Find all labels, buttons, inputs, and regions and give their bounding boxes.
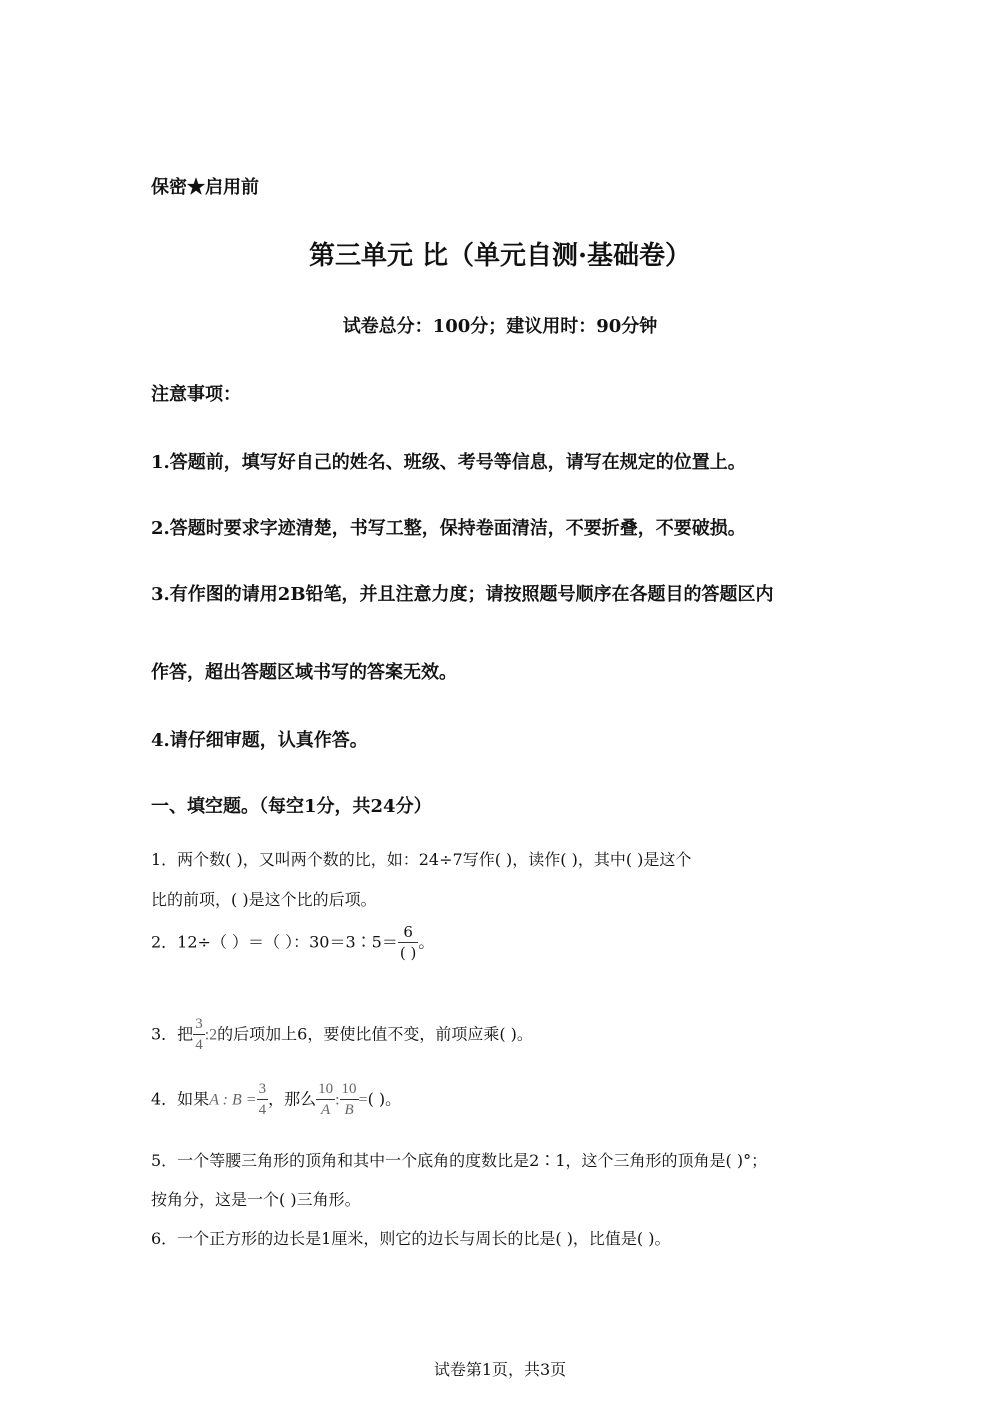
question-4-frac3-den: B bbox=[340, 1099, 359, 1118]
notice-heading: 注意事项： bbox=[151, 384, 241, 405]
question-4-equals: = bbox=[358, 1091, 368, 1109]
notice-item-3-cont: 作答，超出答题区域书写的答案无效。 bbox=[151, 662, 457, 683]
question-5-line-2: 按角分，这是一个( )三角形。 bbox=[151, 1190, 361, 1209]
question-4-text: 4．如果 bbox=[151, 1089, 210, 1109]
question-6: 6．一个正方形的边长是1厘米，则它的边长与周长的比是( )，比值是( )。 bbox=[151, 1229, 671, 1248]
question-4-fraction-3 bbox=[340, 1082, 359, 1118]
question-3-tail: 的后项加上6，要使比值不变，前项应乘( )。 bbox=[217, 1024, 533, 1044]
question-4-frac1-den: 4 bbox=[257, 1099, 269, 1118]
question-4-frac3-num: 10 bbox=[341, 1081, 357, 1097]
notice-item-3: 3.有作图的请用2B铅笔，并且注意力度；请按照题号顺序在各题目的答题区内 bbox=[151, 584, 774, 605]
question-4-frac2-den: A bbox=[316, 1099, 335, 1118]
exam-subtitle: 试卷总分：100分；建议用时：90分钟 bbox=[342, 316, 658, 337]
question-2-fraction bbox=[398, 925, 418, 961]
exam-title: 第三单元 比（单元自测·基础卷） bbox=[308, 241, 692, 271]
question-4-tail: ( )。 bbox=[367, 1089, 402, 1109]
confidential-label: 保密★启用前 bbox=[151, 177, 259, 198]
question-3-frac-num: 3 bbox=[195, 1016, 203, 1032]
question-4 bbox=[151, 1082, 401, 1118]
notice-item-1: 1.答题前，填写好自己的姓名、班级、考号等信息，请写在规定的位置上。 bbox=[151, 452, 746, 473]
question-2-text: 2．12÷（ ）＝（ ）：30＝3∶5＝ bbox=[151, 932, 398, 952]
question-2-tail: 。 bbox=[418, 932, 435, 952]
page-footer: 试卷第1页，共3页 bbox=[433, 1360, 567, 1379]
question-3-ratio: :2 bbox=[204, 1026, 218, 1044]
question-4-ratio-expr: A : B = bbox=[209, 1091, 257, 1109]
question-3 bbox=[151, 1017, 533, 1053]
question-1-line-1: 1．两个数( )，又叫两个数的比，如：24÷7写作( )，读作( )，其中( )是这个 bbox=[151, 850, 692, 869]
question-3-text: 3．把 bbox=[151, 1024, 194, 1044]
question-4-fraction-2 bbox=[316, 1082, 335, 1118]
question-1-line-2: 比的前项，( )是这个比的后项。 bbox=[151, 890, 377, 909]
question-4-frac2-num: 10 bbox=[318, 1081, 334, 1097]
question-5-line-1: 5．一个等腰三角形的顶角和其中一个底角的度数比是2∶1，这个三角形的顶角是( )°； bbox=[151, 1151, 768, 1170]
question-4-colon: : bbox=[335, 1091, 340, 1109]
question-4-mid: ，那么 bbox=[268, 1089, 317, 1109]
question-4-frac1-num: 3 bbox=[258, 1081, 267, 1097]
notice-item-2: 2.答题时要求字迹清楚，书写工整，保持卷面清洁，不要折叠，不要破损。 bbox=[151, 518, 746, 539]
question-2-frac-den: ( ) bbox=[399, 944, 417, 962]
question-3-fraction bbox=[193, 1017, 205, 1053]
notice-item-4: 4.请仔细审题，认真作答。 bbox=[151, 730, 368, 751]
question-3-frac-den: 4 bbox=[193, 1034, 205, 1053]
question-2 bbox=[151, 925, 434, 961]
question-2-frac-num: 6 bbox=[403, 923, 413, 941]
section-heading: 一、填空题。（每空1分，共24分） bbox=[151, 796, 432, 817]
question-4-fraction-1 bbox=[257, 1082, 269, 1118]
